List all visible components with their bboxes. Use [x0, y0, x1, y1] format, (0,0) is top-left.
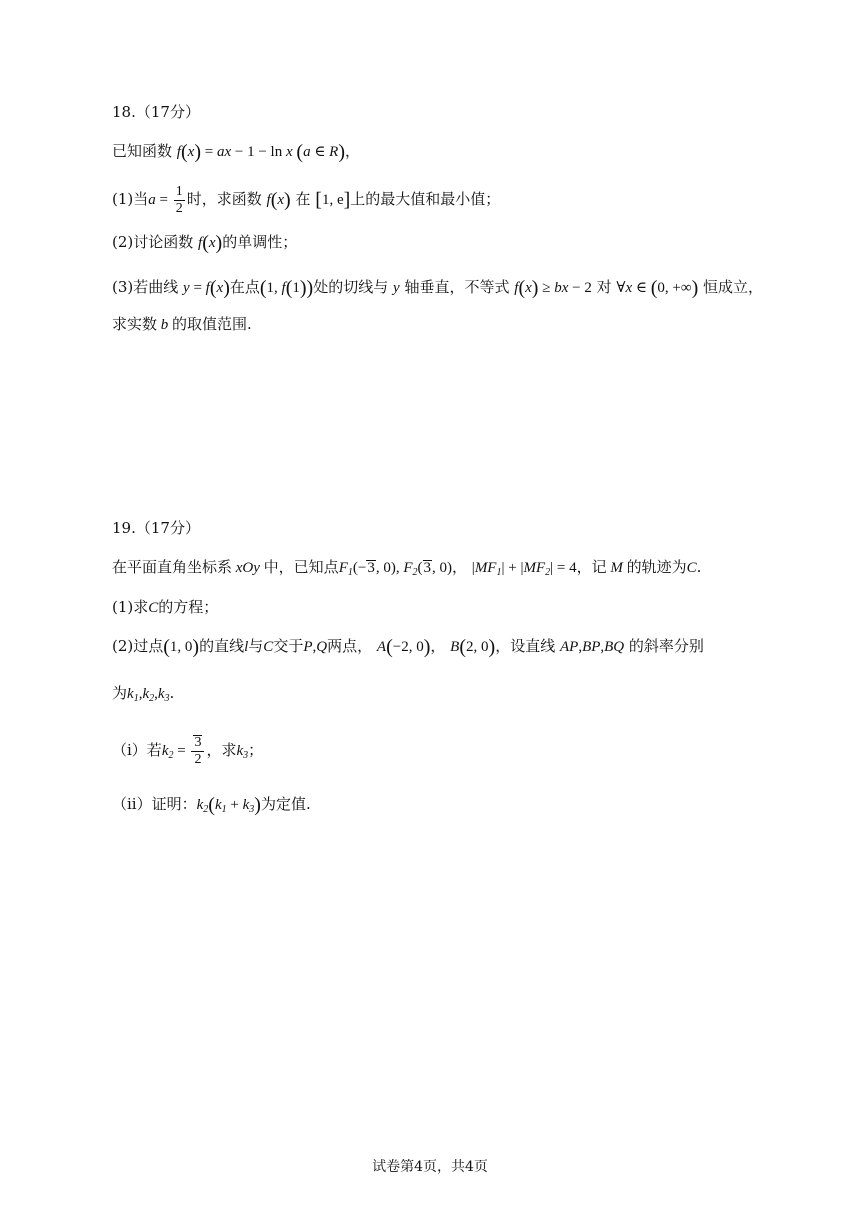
formula-B: B(2, 0) — [450, 636, 496, 658]
q18-header-text: 18.（17分） — [112, 103, 200, 121]
formula-M: M — [606, 560, 627, 576]
formula-b: b — [157, 317, 173, 333]
q19-part-i-text: （i）若 — [112, 741, 162, 759]
formula-y: y — [393, 280, 400, 296]
formula-PQ: P,Q — [303, 639, 328, 655]
fraction-sqrt3-over-2: $\frac{3}{2}$ — [191, 735, 204, 768]
q18-part3-line2-text2: 的取值范围. — [172, 315, 252, 333]
q18-part3-text3: 处的切线与 — [313, 278, 389, 296]
q19-intro-text2: 中，已知点 — [263, 558, 339, 576]
formula-C-3: C — [263, 639, 274, 655]
q19-part2-text: (2)过点 — [112, 637, 164, 655]
q18-part3 — [112, 277, 763, 298]
q18-part3-text6: 恒成立， — [703, 278, 764, 296]
formula-lines: AP,BP,BQ — [559, 639, 625, 655]
q18-part3-line2 — [112, 314, 252, 335]
q18-part3-line2-text: 求实数 — [112, 315, 158, 333]
q19-part2 — [112, 636, 704, 657]
q18-part2-text2: 的单调性； — [222, 233, 298, 251]
q19-part-i-text2: ，求 — [206, 741, 237, 759]
q18-part1-text2: 时，求函数 — [186, 190, 262, 208]
q19-part2-text5: 两点， — [327, 637, 373, 655]
q18-intro-text: 已知函数 — [112, 142, 173, 160]
formula-fx: f(x) — [266, 189, 291, 211]
formula-fx-def: f(x) = ax − 1 − ln x (a ∈ R) — [176, 141, 346, 163]
q18-part2 — [112, 232, 297, 253]
formula-C: C — [686, 560, 697, 576]
formula-point: (1, f(1)) — [259, 277, 314, 299]
q19-intro — [112, 557, 701, 583]
q18-part3-text2: 在点 — [229, 278, 260, 296]
q19-intro-text4: 的轨迹为 — [626, 558, 687, 576]
formula-fx-2: f(x) — [198, 232, 223, 254]
formula-forall: ∀x ∈ (0, +∞) — [616, 277, 699, 299]
page-footer: 试卷第4页，共4页 — [372, 1159, 488, 1175]
q19-part2-line2-text: 为 — [112, 684, 128, 702]
formula-l: l — [244, 639, 249, 655]
q19-part1-text: (1)求 — [112, 598, 149, 616]
q19-part1-text2: 的方程； — [158, 598, 219, 616]
formula-a-eq: a = — [148, 192, 172, 208]
q18-intro — [112, 141, 360, 162]
formula-k2-k1k3: $k_2(k_1 + k_3)$ — [196, 794, 261, 816]
formula-distance-sum: $|MF_1| + |MF_2| = 4$ — [471, 560, 577, 578]
formula-k123: $k_1,k_2,k_3$ — [127, 686, 170, 704]
formula-k3: $k_3$ — [236, 743, 249, 761]
q18-part3-text5: 对 — [596, 278, 612, 296]
q19-intro-text: 在平面直角坐标系 — [112, 558, 233, 576]
q18-part2-text: (2)讨论函数 — [112, 233, 194, 251]
formula-A: A(−2, 0) — [376, 636, 431, 658]
q18-part3-text: (3)若曲线 — [112, 278, 179, 296]
q19-part-i — [112, 728, 263, 772]
q19-part2-line2 — [112, 683, 174, 709]
q18-part1-text: (1)当 — [112, 190, 149, 208]
q19-part1 — [112, 597, 218, 618]
q18-header — [112, 102, 200, 122]
q19-part-ii-text2: 为定值. — [260, 795, 311, 813]
q19-part2-text2: 的直线 — [199, 637, 245, 655]
formula-point-10: (1, 0) — [163, 636, 200, 658]
q19-header-text: 19.（17分） — [112, 519, 200, 537]
q18-intro-sep: ， — [345, 142, 361, 160]
formula-C-2: C — [148, 600, 159, 616]
formula-curve: y = f(x) — [183, 277, 230, 299]
q18-part1 — [112, 181, 500, 217]
q19-intro-end: . — [696, 558, 702, 576]
formula-foci: $F_1(-3$, 0), $F_2(3$, 0) — [338, 560, 452, 578]
q19-part2-text4: 交于 — [273, 637, 304, 655]
formula-interval: [1, e] — [315, 189, 351, 211]
q19-intro-sep: ， — [452, 558, 468, 576]
fraction-one-half: $\frac{1}{2}$ — [175, 183, 183, 216]
q19-part2-sep: ， — [430, 637, 446, 655]
q19-header — [112, 518, 200, 538]
q19-intro-text3: ，记 — [576, 558, 607, 576]
q18-part1-text3: 在 — [295, 190, 311, 208]
q19-part2-text7: 的斜率分别 — [628, 637, 704, 655]
q19-part-i-end: ； — [248, 741, 264, 759]
formula-k2-eq: $k_2$ = — [161, 743, 190, 761]
q19-part-ii — [112, 794, 311, 820]
formula-xoy: xOy — [232, 560, 264, 576]
q19-part2-text3: 与 — [248, 637, 264, 655]
q18-part3-text4: 轴垂直，不等式 — [404, 278, 510, 296]
q19-part-ii-text: （ii）证明： — [112, 795, 197, 813]
q19-part2-text6: ，设直线 — [495, 637, 556, 655]
formula-inequality: f(x) ≥ bx − 2 — [514, 277, 592, 299]
q18-part1-text4: 上的最大值和最小值； — [350, 190, 501, 208]
q19-part2-line2-end: . — [169, 684, 175, 702]
